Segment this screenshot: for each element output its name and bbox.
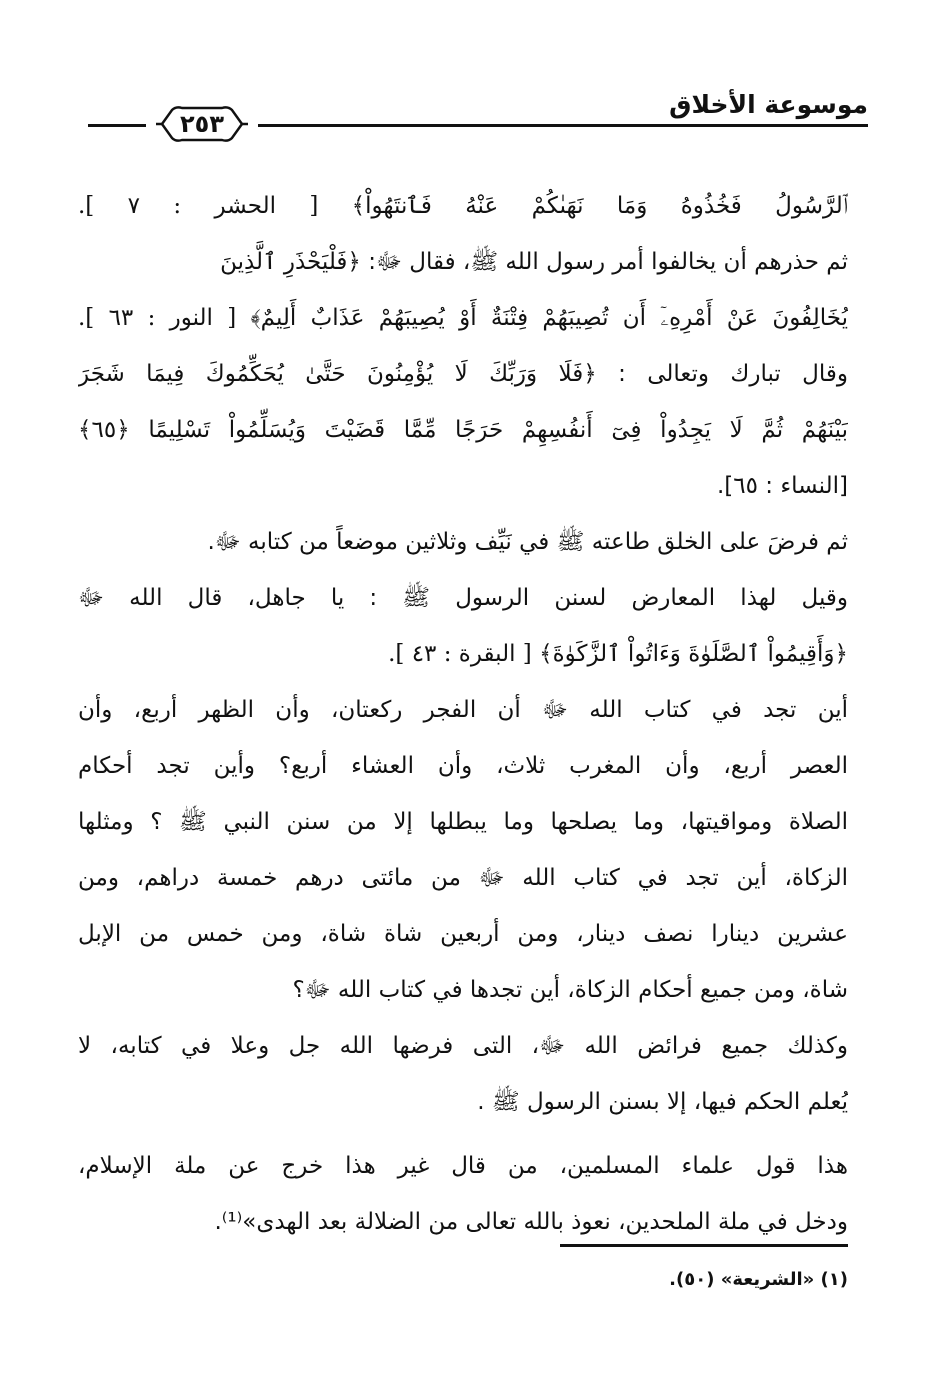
text-line: وكذلك جميع فرائض الله ﷻ، التى فرضها الله جل وعلا في كتابه، لا: [78, 1033, 848, 1059]
text-line: بَيْنَهُمْ ثُمَّ لَا يَجِدُواْ فِىٓ أَنفُسِهِمْ حَرَجًا مِّمَّا قَضَيْتَ وَيُسَلِّمُواْ تَسْلِيمًا ﴿٦٥﴾: [78, 417, 848, 443]
page-header: [88, 88, 868, 138]
page-number: ٢٥٣: [180, 110, 224, 138]
text-line: وقال تبارك وتعالى : ﴿فَلَا وَرَبِّكَ لَا يُؤْمِنُونَ حَتَّىٰ يُحَكِّمُوكَ فِيمَا شَجَرَ: [78, 361, 848, 387]
text-line: ثم حذرهم أن يخالفوا أمر رسول الله ﷺ، فقال ﷻ: ﴿فَلْيَحْذَرِ ٱلَّذِينَ: [220, 249, 848, 275]
text-line: ثم فرضَ على الخلق طاعته ﷺ في نَيِّف وثلاثين موضعاً من كتابه ﷻ.: [207, 529, 848, 555]
text-line: يُخَالِفُونَ عَنْ أَمْرِهِۦٓ أَن تُصِيبَهُمْ فِتْنَةٌ أَوْ يُصِيبَهُمْ عَذَابٌ أَلِيمٌ﴾ [ النور : ٦٣ ].: [78, 305, 848, 331]
page-number-ornament: [154, 102, 250, 146]
text-line: هذا قول علماء المسلمين، من قال غير هذا خرج عن ملة الإسلام،: [78, 1153, 848, 1179]
text-line: [النساء : ٦٥].: [716, 473, 848, 499]
text-line: وقيل لهذا المعارض لسنن الرسول ﷺ : يا جاهل، قال الله ﷻ: [78, 585, 848, 611]
text-line: ودخل في ملة الملحدين، نعوذ بالله تعالى من الضلالة بعد الهدى»⁽¹⁾.: [214, 1209, 848, 1235]
footnote-rule: [560, 1244, 848, 1247]
header-rule-right: [258, 124, 868, 127]
footnote: (١) «الشريعة» (٥٠).: [669, 1269, 848, 1290]
book-title: موسوعة الأخلاق: [669, 90, 868, 119]
text-line: أين تجد في كتاب الله ﷻ أن الفجر ركعتان، وأن الظهر أربع، وأن: [78, 697, 848, 723]
header-rule-left: [88, 124, 146, 127]
text-line: ﴿وَأَقِيمُواْ ٱلصَّلَوٰةَ وَءَاتُواْ ٱلزَّكَوٰةَ﴾ [ البقرة : ٤٣ ].: [388, 641, 848, 667]
text-line: الصلاة ومواقيتها، وما يصلحها وما يبطلها إلا من سنن النبي ﷺ ؟ ومثلها: [78, 809, 848, 835]
text-line: العصر أربع، وأن المغرب ثلاث، وأن العشاء أربع؟ وأين تجد أحكام: [78, 753, 848, 779]
text-line: شاة، ومن جميع أحكام الزكاة، أين تجدها في كتاب الله ﷻ؟: [292, 977, 848, 1003]
text-line: الزكاة، أين تجد في كتاب الله ﷻ من مائتى درهم خمسة دراهم، ومن: [78, 865, 848, 891]
page-body: [78, 178, 848, 1250]
text-line: ﭐلرَّسُولُ فَخُذُوهُ وَمَا نَهَىٰكُمْ عَنْهُ فَٱنتَهُواْ﴾ [ الحشر : ٧ ].: [78, 193, 848, 219]
text-line: عشرين دينارا نصف دينار، ومن أربعين شاة شاة، ومن خمس من الإبل: [78, 921, 848, 947]
text-line: يُعلم الحكم فيها، إلا بسنن الرسول ﷺ .: [477, 1089, 848, 1115]
